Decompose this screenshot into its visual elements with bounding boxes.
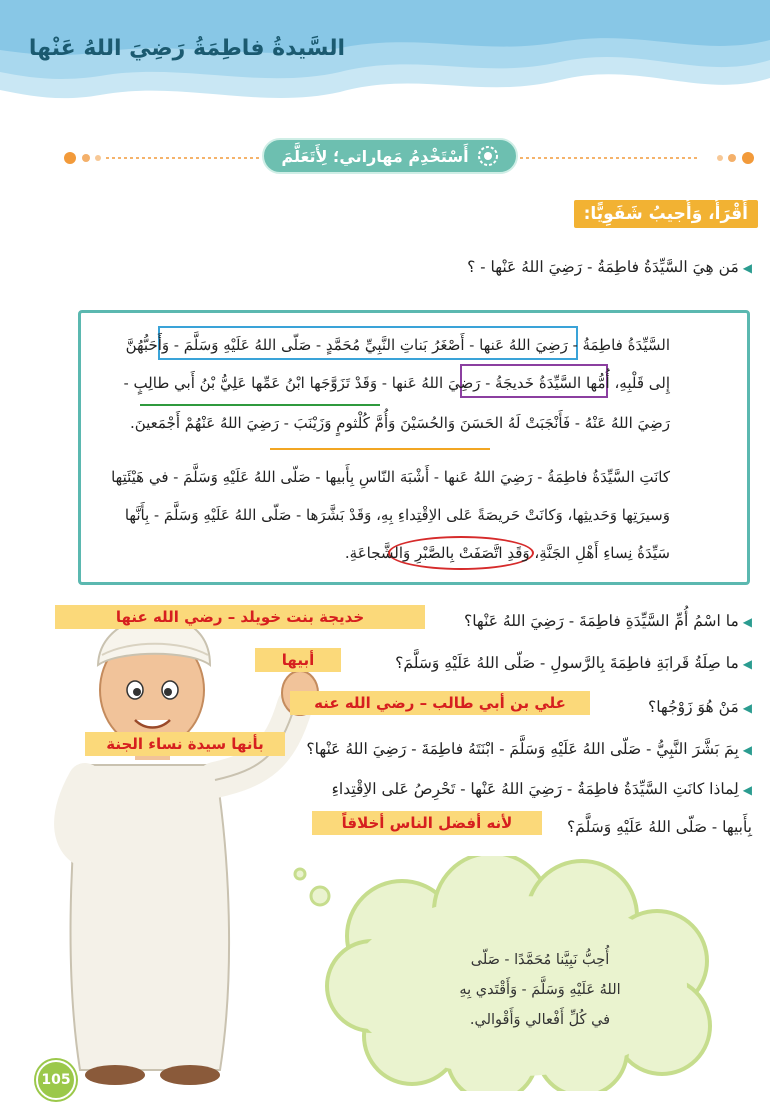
answer-3: علي بن أبي طالب – رضي الله عنه bbox=[290, 691, 590, 715]
question-4: ◀بِمَ بَشَّرَ النَّبِيُّ - صَلّى اللهُ عَلَيْهِ وَسَلَّمَ - ابْنَتَهُ فاطِمَةَ - رَضِيَ اللهُ عَنْها؟ bbox=[306, 740, 752, 758]
cloud-line: أُحِبُّ نَبِيَّنا مُحَمَّدًا - صَلّى bbox=[470, 952, 610, 968]
bullet-arrow-icon: ◀ bbox=[742, 701, 752, 715]
story-line: إِلى قَلْبِهِ، أُمُّها السَّيِّدَةُ خَديجَةُ - رَضِيَ اللهُ عَنها - وَقَدْ تَزَوَّجَها ابْنُ عَمِّها عَلِيُّ بْنُ أَبي طالِبٍ - bbox=[123, 374, 670, 392]
gear-icon bbox=[477, 145, 499, 167]
answer-2: أبيها bbox=[255, 648, 341, 672]
story-line: كانَتِ السَّيِّدَةُ فاطِمَةُ - رَضِيَ اللهُ عَنها - أَشْبَهَ النّاسِ بِأَبيها - صَلّى اللهُ عَلَيْهِ وَسَلَّمَ - في هَيْئَتِها bbox=[111, 468, 670, 486]
header-banner bbox=[0, 0, 770, 125]
skills-banner bbox=[262, 138, 518, 174]
story-line: رَضِيَ اللهُ عَنْهُ - فَأَنْجَبَتْ لَهُ الحَسَنَ وَالحُسَيْنَ وَأُمَّ كُلْثومٍ وَزَيْنَبَ - رَضِيَ اللهُ عَنْهُمْ أَجْمَعينَ. bbox=[129, 414, 670, 432]
cloud-text bbox=[430, 945, 650, 1035]
page-number: 105 bbox=[36, 1060, 76, 1100]
story-line: السَّيِّدَةُ فاطِمَةُ - رَضِيَ اللهُ عَنها - أَصْغَرُ بَناتِ النَّبِيِّ مُحَمَّدٍ - صَلّى اللهُ عَلَيْهِ وَسَلَّمَ - وَأَحَبُّهُنَّ bbox=[125, 336, 670, 354]
bullet-arrow-icon: ◀ bbox=[742, 743, 752, 757]
question-1: ◀ما اسْمُ أُمِّ السَّيِّدَةِ فاطِمَةَ - رَضِيَ اللهُ عَنْها؟ bbox=[463, 612, 752, 630]
question-2: ◀ما صِلَةُ قَرابَةِ فاطِمَةَ بِالرَّسولِ - صَلّى اللهُ عَلَيْهِ وَسَلَّمَ؟ bbox=[395, 654, 752, 672]
question-3: ◀مَنْ هُوَ زَوْجُها؟ bbox=[647, 698, 752, 716]
section-label: أَقْرَأُ، وَأُجيبُ شَفَوِيًّا: bbox=[574, 200, 758, 228]
answer-4: بأنها سيدة نساء الجنة bbox=[85, 732, 285, 756]
answer-5: لأنه أفضل الناس أخلاقاً bbox=[312, 811, 542, 835]
boy-illustration bbox=[10, 555, 330, 1095]
bullet-arrow-icon: ◀ bbox=[742, 615, 752, 629]
story-line: سَيِّدَةُ نِساءِ أَهْلِ الجَنَّةِ، وَقَدِ اتَّصَفَتْ بِالصَّبْرِ وَالشَّجاعَةِ. bbox=[344, 544, 670, 562]
underline-husband bbox=[140, 404, 380, 406]
question-5: ◀لِماذا كانَتِ السَّيِّدَةُ فاطِمَةُ - رَضِيَ اللهُ عَنْها - تَحْرِصُ عَلى الاِقْتِداءِ bbox=[331, 780, 752, 798]
skills-label: أَسْتَخْدِمُ مَهاراتي؛ لِأَتَعَلَّمَ bbox=[281, 146, 469, 166]
bullet-arrow-icon: ◀ bbox=[742, 657, 752, 671]
bullet-arrow-icon: ◀ bbox=[742, 783, 752, 797]
cloud-line: في كُلِّ أَفْعالي وَأَقْوالي. bbox=[469, 1012, 611, 1028]
page-title: السَّيدةُ فاطِمَةُ رَضِيَ اللهُ عَنْها bbox=[28, 36, 345, 61]
question-5-continued: بِأَبيها - صَلّى اللهُ عَلَيْهِ وَسَلَّمَ؟ bbox=[567, 818, 752, 836]
main-question: ◀مَن هِيَ السَّيِّدَةُ فاطِمَةُ - رَضِيَ اللهُ عَنْها - ؟ bbox=[467, 258, 752, 276]
underline-children bbox=[270, 448, 490, 450]
answer-1: خديجة بنت خويلد – رضي الله عنها bbox=[55, 605, 425, 629]
bullet-arrow-icon: ◀ bbox=[742, 261, 752, 275]
story-line: وَسيرَتِها وَحَديثِها، وَكانَتْ حَريصَةً عَلى الاِقْتِداءِ بِهِ، وَقَدْ بَشَّرَها - صَلّى اللهُ عَلَيْهِ وَسَلَّمَ - بِأَنَّها bbox=[124, 506, 670, 524]
cloud-line: اللهُ عَلَيْهِ وَسَلَّمَ - وَأَقْتَدي بِهِ bbox=[459, 982, 621, 998]
